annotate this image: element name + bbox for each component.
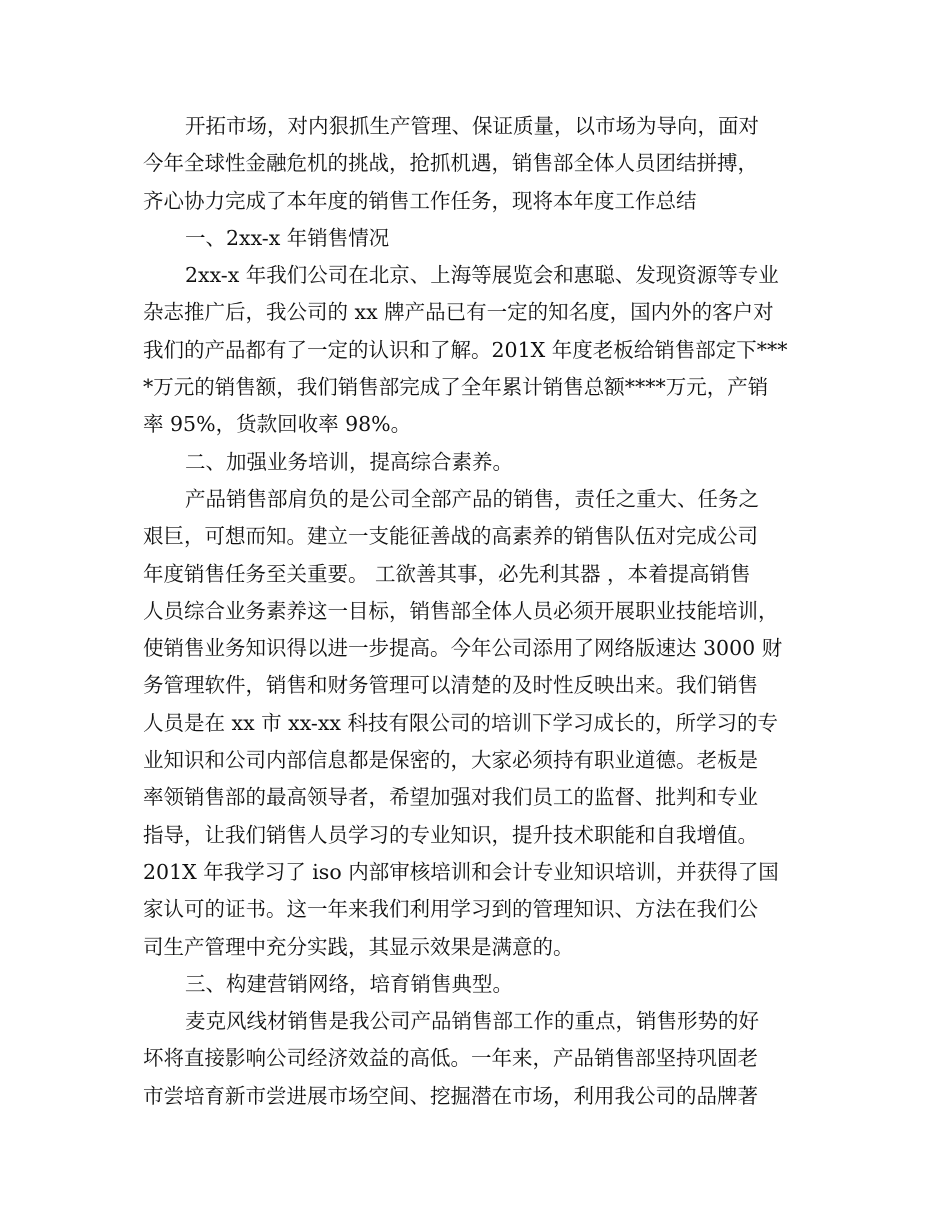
text-line: 家认可的证书。这一年来我们利用学习到的管理知识、方法在我们公	[143, 897, 758, 922]
text-line: 艰巨，可想而知。建立一支能征善战的高素养的销售队伍对完成公司	[143, 524, 758, 549]
text-line: 人员综合业务素养这一目标，销售部全体人员必须开展职业技能培训，	[143, 598, 779, 623]
text-line: 年度销售任务至关重要。 工欲善其事，必先利其器 ，本着提高销售	[143, 561, 751, 586]
text-line: 坏将直接影响公司经济效益的高低。一年来，产品销售部坚持巩固老	[143, 1046, 758, 1071]
text-line: 指导，让我们销售人员学习的专业知识，提升技术职能和自我增值。	[143, 822, 758, 847]
text-line: 齐心协力完成了本年度的销售工作任务，现将本年度工作总结	[143, 188, 697, 213]
text-line: 务管理软件，销售和财务管理可以清楚的及时性反映出来。我们销售	[143, 673, 758, 698]
text-line: 开拓市场，对内狠抓生产管理、保证质量，以市场为导向，面对	[185, 114, 759, 138]
text-line: 率 95%，货款回收率 98%。	[143, 412, 412, 437]
text-line: 一、2xx-x 年销售情况	[185, 225, 390, 250]
text-line: 麦克风线材销售是我公司产品销售部工作的重点，销售形势的好	[185, 1009, 759, 1034]
text-line: 产品销售部肩负的是公司全部产品的销售，责任之重大、任务之	[185, 486, 759, 511]
document-body	[143, 108, 823, 1115]
sales-paragraph	[143, 257, 823, 443]
text-line: 率领销售部的最高领导者，希望加强对我们员工的监督、批判和专业	[143, 785, 758, 810]
text-line: 司生产管理中充分实践，其显示效果是满意的。	[143, 934, 574, 959]
text-line: 使销售业务知识得以进一步提高。今年公司添用了网络版速达 3000 财	[143, 636, 783, 661]
training-paragraph	[143, 481, 823, 966]
text-line: 杂志推广后，我公司的 xx 牌产品已有一定的知名度，国内外的客户对	[143, 300, 774, 325]
heading-2	[143, 444, 823, 481]
network-paragraph	[143, 1003, 823, 1115]
intro-paragraph	[143, 108, 823, 220]
text-line: 市尝培育新市尝进展市场空间、挖掘潜在市场，利用我公司的品牌著	[143, 1083, 758, 1108]
text-line: 我们的产品都有了一定的认识和了解。201X 年度老板给销售部定下***	[143, 337, 788, 362]
text-line: 2xx-x 年我们公司在北京、上海等展览会和惠聪、发现资源等专业	[185, 263, 779, 288]
text-line: *万元的销售额，我们销售部完成了全年累计销售总额****万元，产销	[143, 375, 769, 400]
heading-1	[143, 220, 823, 257]
text-line: 今年全球性金融危机的挑战，抢抓机遇，销售部全体人员团结拼搏，	[143, 151, 758, 176]
text-line: 人员是在 xx 市 xx-xx 科技有限公司的培训下学习成长的，所学习的专	[143, 710, 778, 735]
text-line: 二、加强业务培训，提高综合素养。	[185, 449, 513, 474]
text-line: 三、构建营销网络，培育销售典型。	[185, 971, 513, 996]
text-line: 业知识和公司内部信息都是保密的，大家必须持有职业道德。老板是	[143, 748, 758, 773]
text-line: 201X 年我学习了 iso 内部审核培训和会计专业知识培训，并获得了国	[143, 859, 779, 884]
heading-3	[143, 966, 823, 1003]
